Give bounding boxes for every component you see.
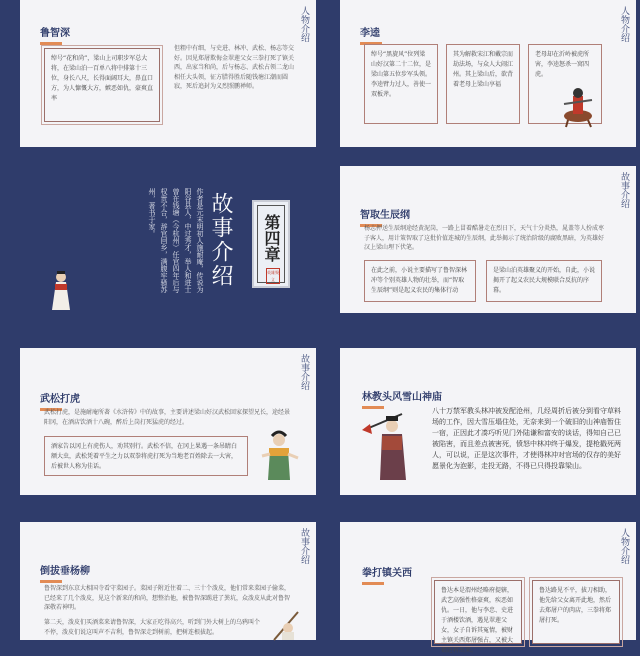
chapter-title: 第四章: [262, 214, 281, 262]
slide-title-text: 倒拔垂杨柳: [40, 566, 90, 577]
story-box-1: 鲁达本是渭州经略府提辖，武艺高强性格豪爽，疾恶如仇。一日，他与李忠、史进于酒楼饮酒，遇见翠莲父女，女子自诉其冤情，被财主镇关西郑屠强占，又被大娘赶将出来。: [434, 580, 522, 644]
chapter-seal: 英雄聚义: [267, 270, 279, 282]
slide-side-label: 人物介绍: [619, 528, 629, 564]
slide-title-text: 林教头风雪山神庙: [362, 392, 442, 403]
author-vertical-text: 作者是元末明初人施耐庵，传说为阳谷县人，中过秀才，举人和进士曾在钱塘（今杭州）任官四年后与权贵不合，辞官回乡，满腹牢骚苏州，著书于家。: [148, 188, 204, 293]
slide-title: [40, 562, 90, 583]
slide-zheng-guanxi[interactable]: [340, 522, 636, 654]
slide-chapter-four[interactable]: [20, 166, 316, 313]
wu-song-figure-icon: [256, 426, 302, 482]
intro-box-2: 其为解救宋江和戴宗而劫法场，与众人大闹江州。其上梁山后，欲背着老母上梁山享福: [446, 44, 520, 124]
lin-chong-figure-icon: [362, 400, 420, 482]
slide-side-label: 故事介绍: [299, 528, 309, 564]
title-underline: [362, 582, 384, 585]
slide-title-text: 武松打虎: [40, 394, 80, 405]
slide-side-label: 故事介绍: [299, 354, 309, 390]
slide-side-label: 人物介绍: [299, 6, 309, 42]
detail-box-1: 在此之前，小说主要描写了鲁智深林冲等个别英雄人物的壮举，而“智取生辰纲”则是起义农民的集体行动: [364, 260, 476, 302]
slide-title: [362, 564, 412, 585]
slide-title-text: 鲁智深: [40, 28, 70, 39]
slide-lin-chong[interactable]: [340, 348, 636, 495]
chapter-plaque: [252, 200, 290, 288]
slide-side-label: 人物介绍: [619, 6, 629, 42]
intro-box-1: 绰号“黑旋风”位列梁山好汉第二十二位，是梁山第五位步军头领。李逵臂力过人，善使一双板斧。: [364, 44, 438, 124]
slide-side-label: 故事介绍: [619, 172, 629, 208]
description-text: 武松打虎，是施耐庵所著《水浒传》中的故事，主要讲述梁山好汉武松回家探望兄长，途经景阳冈，在酒店饮酒十八碗，醉后上岗打死猛虎的经过。: [44, 409, 291, 426]
slide-title-text: 李逵: [360, 28, 380, 39]
detail-box-2: 是梁山泊英雄聚义的开始，自此，小说揭开了起义农民大规模联合反抗的序幕。: [486, 260, 602, 302]
description-text: 杨志押送生辰纲途经黄泥岗，一路上冒着酷暑走在烈日下，天气十分炎热，晁盖等人扮成枣子客人，用计策智取了这批价值连城的生辰纲，此举揭示了统治阶级的腐败黑暗，为英雄好汉上梁山埋下伏笔。: [364, 225, 605, 251]
section-heading: 故事介绍: [208, 192, 233, 288]
intro-box-3: 老母却在沂岭被虎所害，李逵怒杀一窝四虎。: [528, 44, 602, 124]
slide-title-text: 拳打镇关西: [362, 568, 412, 579]
slide-title: [40, 24, 70, 45]
slide-title: [362, 388, 442, 409]
li-kui-figure-icon: [558, 84, 598, 128]
slide-li-kui[interactable]: [340, 0, 636, 147]
title-underline: [362, 406, 384, 409]
slide-title-text: 智取生辰纲: [360, 210, 410, 221]
title-underline: [40, 580, 62, 583]
slide-lu-zhishen[interactable]: [20, 0, 316, 147]
title-underline: [40, 42, 62, 45]
intro-box: 绰号“花和尚”，梁山上司职步军总大将，在梁山泊一百单八将中排第十三位，身长八尺，长得面阔耳大，鼻直口方，为人慷慨大方，嫉恶如仇，豪爽直率: [44, 48, 160, 122]
description-text: 八十万禁军教头林冲被发配沧州，几经周折后被分到看守草料场的工作，因大雪压塌住处，无奈来到一个破旧的山神庙暂住一宿，正因此才凑巧听见门外陆谦和富安的谈话，得知自己已被陷害，而且差点被害死，愤怒中林冲终于爆发，提枪戳死两人，可以说，正是这次事件，才使得林冲对官场的仅存的美好愿景化为泡影，走投无路，不得已只得投靠梁山。: [432, 407, 621, 470]
slide-title: [360, 24, 382, 45]
slide-birthday-gifts[interactable]: [340, 166, 636, 313]
detail-box: 酒家告以冈上有虎伤人，劝其别行。武松不信，在冈上果遇一条吊睛白额大虫，武松凭着平生之力以双拳将虎打死为当地老百姓除去一大害，后被世人称为佳话。: [44, 436, 248, 476]
description-text: 鲁智深到东京大相国寺看守菜园子。菜园子附近住着二、三十个泼皮，他们常来菜园子偷菜，已经来了几个泼皮，见这个新来的和尚，想整治他，被鲁智深踢进了粪坑，众泼皮从此对鲁智深敬若神明。: [44, 585, 291, 611]
slide-willow[interactable]: [20, 522, 316, 640]
slide-wu-song[interactable]: [20, 348, 316, 495]
description-text: 但粗中有细，与史进、林冲、武松、杨志等交好。因见郑屠欺侮金翠莲父女三拳打死了镇关西，出家当和尚，后与杨志、武松占领二龙山相任大头领，征方腊得胜后随钱塘江潮而圆寂，死后追封为义烈照鹏禅师。: [174, 45, 295, 90]
lu-zhishen-tree-figure-icon: [268, 610, 308, 640]
description-text-2: 第二天，泼皮们买酒菜来请鲁智深，大家正吃得高兴，听到门外大树上的乌鸦叫个不停，泼皮们说这叫声不吉利，鲁智深走到树前，把树连根拔起。: [44, 619, 261, 636]
story-box-2: 鲁达路见不平，拔刀相助，他先给父女离开此地，然后去郑屠户的肉店，三拳将郑屠打死。: [532, 580, 620, 644]
scholar-figure-icon: [44, 268, 78, 312]
